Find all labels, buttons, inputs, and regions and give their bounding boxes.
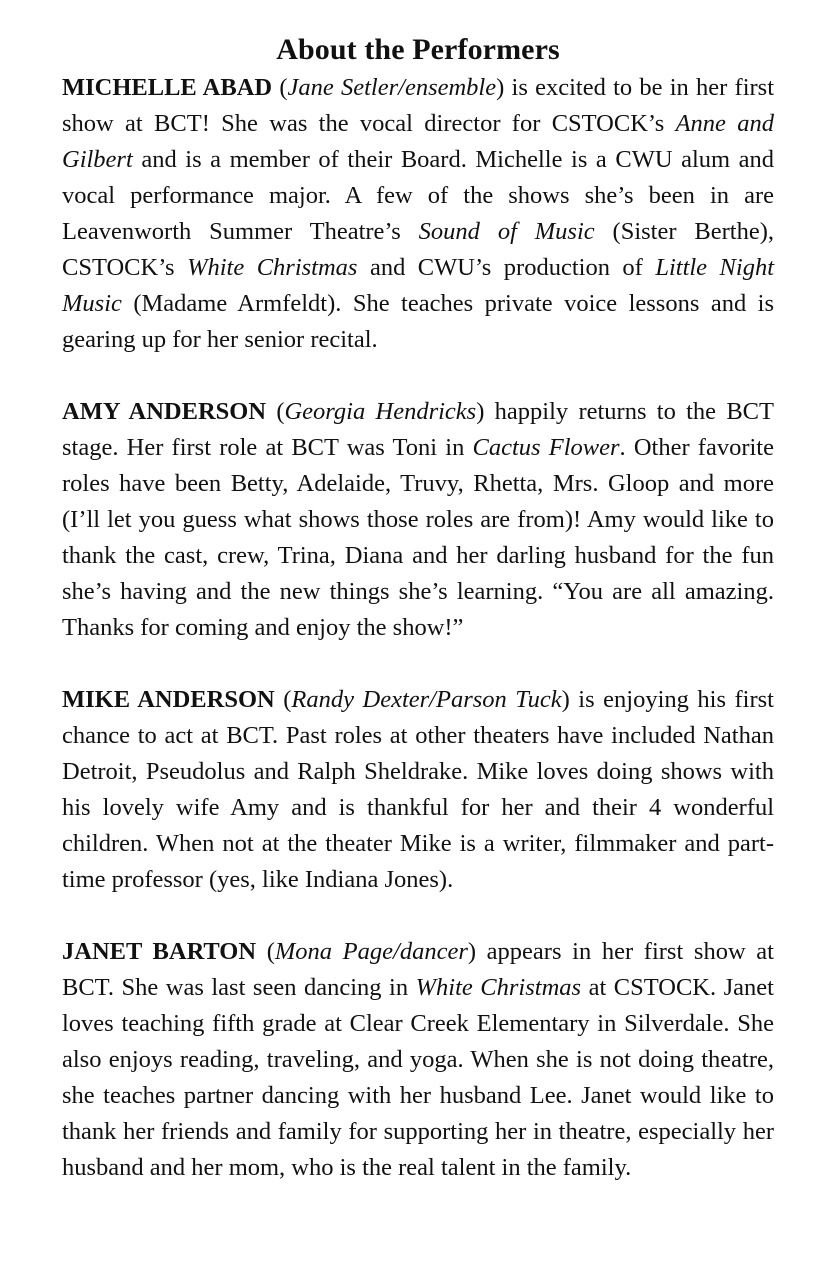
performer-role: Mona Page/dancer [274,938,468,965]
performer-role: Georgia Hendricks [284,398,477,425]
show-title: Anne and Gilbert [62,110,774,173]
show-title: White Christmas [187,254,358,281]
bio-text: (Sister Berthe), CSTOCK’s [62,218,775,281]
performer-name: MIKE ANDERSON [62,686,275,713]
bio-text: is excited to be in her first show at BCT! She was the vocal director for CSTOCK’s [62,74,775,137]
bio-text: (Madame Armfeldt). She teaches private voice lessons and is gearing up for her senior recital. [62,290,774,353]
performer-bio: MIKE ANDERSON (Randy Dexter/Parson Tuck) is enjoying his first chance to act at BCT. Past roles at other theaters have included Nathan Detroit, Pseudolus and Ralph Sheldrake. Mike loves doing shows with his lovely wife Amy and is thankful for her and their 4 wonderful children. When not at the theater Mike is a writer, filmmaker and part-time professor (yes, like Indiana Jones). [62,686,774,893]
bio-text: at CSTOCK. Janet loves teaching fifth grade at Clear Creek Elementary in Silverdale. She also enjoys reading, traveling, and yoga. When she is not doing theatre, she teaches partner dancing with her husband Lee. Janet would like to thank her friends and family for supporting her in theatre, especially her husband and her mom, who is the real talent in the family. [62,974,774,1181]
bio-text: is enjoying his first chance to act at BCT. Past roles at other theaters have included Nathan Detroit, Pseudolus and Ralph Sheldrake. Mike loves doing shows with his lovely wife Amy and is thankful for her and their 4 wonderful children. When not at the theater Mike is a writer, filmmaker and part-time professor (yes, like Indiana Jones). [62,686,774,893]
show-title: White Christmas [415,974,582,1001]
performer-name: JANET BARTON [62,938,257,965]
bio-text: and is a member of their Board. Michelle is a CWU alum and vocal performance major. A few of the shows she’s been in are Leavenworth Summer Theatre’s [62,146,774,245]
performers-page [62,30,774,1186]
bio-text: happily returns to the BCT stage. Her first role at BCT was Toni in [62,398,774,461]
performer-role: Randy Dexter/Parson Tuck [291,686,562,713]
bio-list [62,70,774,1186]
show-title: Little Night Music [62,254,774,317]
performer-bio: MICHELLE ABAD (Jane Setler/ensemble) is excited to be in her first show at BCT! She was the vocal director for CSTOCK’s Anne and Gilbert and is a member of their Board. Michelle is a CWU alum and vocal performance major. A few of the shows she’s been in are Leavenworth Summer Theatre’s Sound of Music (Sister Berthe), CSTOCK’s White Christmas and CWU’s production of Little Night Music (Madame Armfeldt). She teaches private voice lessons and is gearing up for her senior recital. [62,74,775,353]
performer-name: AMY ANDERSON [62,398,267,425]
performer-bio: AMY ANDERSON (Georgia Hendricks) happily returns to the BCT stage. Her first role at BCT was Toni in Cactus Flower. Other favorite roles have been Betty, Adelaide, Truvy, Rhetta, Mrs. Gloop and more (I’ll let you guess what shows those roles are from)! Amy would like to thank the cast, crew, Trina, Diana and her darling husband for the fun she’s having and the new things she’s learning. “You are all amazing. Thanks for coming and enjoy the show!” [62,398,774,641]
bio-text: and CWU’s production of [357,254,656,281]
performer-name: MICHELLE ABAD [62,74,273,101]
performer-bio: JANET BARTON (Mona Page/dancer) appears in her first show at BCT. She was last seen dancing in White Christmas at CSTOCK. Janet loves teaching fifth grade at Clear Creek Elementary in Silverdale. She also enjoys reading, traveling, and yoga. When she is not doing theatre, she teaches partner dancing with her husband Lee. Janet would like to thank her friends and family for supporting her in theatre, especially her husband and her mom, who is the real talent in the family. [62,938,774,1181]
bio-text: appears in her first show at BCT. She was last seen dancing in [62,938,774,1001]
page-title: About the Performers [276,33,560,66]
performer-role: Jane Setler/ensemble [287,74,497,101]
bio-text: . Other favorite roles have been Betty, Adelaide, Truvy, Rhetta, Mrs. Gloop and more (I’ll let you guess what shows those roles are from)! Amy would like to thank the cast, crew, Trina, Diana and her darling husband for the fun she’s having and the new things she’s learning. “You are all amazing. Thanks for coming and enjoy the show!” [62,434,774,641]
show-title: Cactus Flower [472,434,620,461]
show-title: Sound of Music [418,218,595,245]
